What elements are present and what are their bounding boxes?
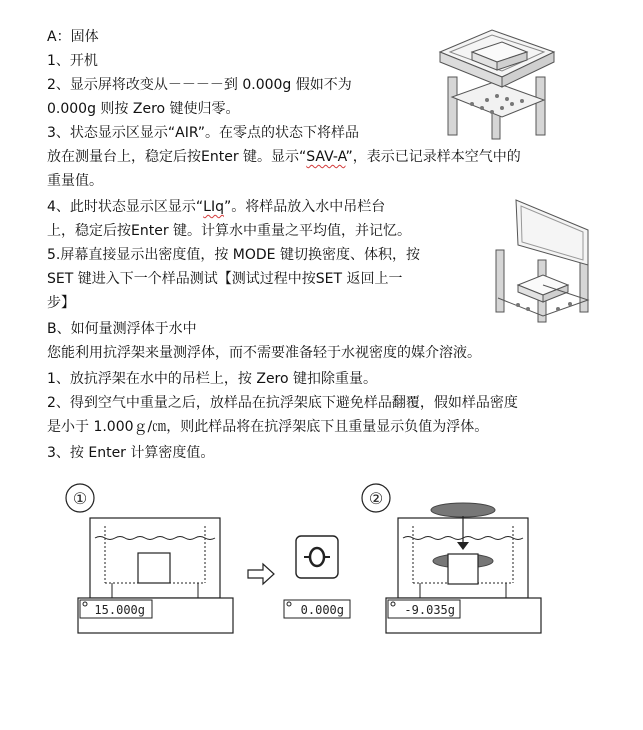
step-a4-text-end: ”。将样品放入水中吊栏台 [224,199,386,215]
step-a5-end: 步】 [47,295,75,311]
step-a2: 2、显示屏将改变从－－－－到 0.000g 假如不为 [47,77,352,93]
step-a4-cont: 上，稳定后按Enter 键。计算水中重量之平均值，并记忆。 [47,223,412,239]
status-code-liq: LIq [203,199,224,215]
zero-display [284,600,350,618]
density-kit-closed-illustration [432,22,562,147]
step-a3-cont [47,145,521,169]
down-arrow-icon [457,542,469,550]
step2-beaker [398,516,528,598]
zero-button-icon [296,536,338,578]
step2-scale [386,598,541,633]
section-b-intro: 您能利用抗浮架来量测浮体，而不需要准备轻于水视密度的媒介溶液。 [47,345,481,361]
section-a-heading: A：固体 [47,29,99,45]
step-a4 [47,195,385,219]
step1-sample [138,553,170,583]
step1-scale [78,598,233,633]
step-a5: 5.屏幕直接显示出密度值，按 MODE 键切换密度、体积，按 [47,247,420,263]
float-sample-above [431,503,495,517]
step-a2-cont: 0.000g 则按 Zero 键使归零。 [47,101,240,117]
step2-label: ② [368,489,384,508]
step-a3-end: 重量值。 [47,173,103,189]
anti-float-cage [448,554,478,584]
section-b-heading: B、如何量测浮体于水中 [47,321,197,337]
status-code-sav: SAV-A [306,149,346,165]
step2-reading: -9.035g [404,603,455,617]
step-a3-text-end: ”，表示已记录样本空气中的 [345,149,521,165]
step-a1: 1、开机 [47,53,98,69]
step-a3-text: 放在测量台上，稳定后按Enter 键。显示“ [47,149,307,165]
arrow-right-icon [248,564,274,584]
zero-reading: 0.000g [300,603,344,617]
step-b1: 1、放抗浮架在水中的吊栏上，按 Zero 键扣除重量。 [47,371,378,387]
density-kit-open-illustration [488,190,600,330]
step1-reading: 15.000g [94,603,145,617]
step1-label: ① [72,489,88,508]
step-b2: 2、得到空气中重量之后，放样品在抗浮架底下避免样品翻覆，假如样品密度 [47,395,518,411]
step-b2-cont: 是小于 1.000ｇ/㎝，则此样品将在抗浮架底下且重量显示负值为浮体。 [47,419,489,435]
step-a5-cont: SET 键进入下一个样品测试【测试过程中按SET 返回上一 [47,271,403,287]
step-a4-text: 4、此时状态显示区显示“ [47,199,204,215]
step1-beaker [90,518,220,598]
step-b3: 3、按 Enter 计算密度值。 [47,445,215,461]
float-measurement-diagram [60,478,580,648]
step-a3: 3、状态显示区显示“AIR”。在零点的状态下将样品 [47,125,359,141]
